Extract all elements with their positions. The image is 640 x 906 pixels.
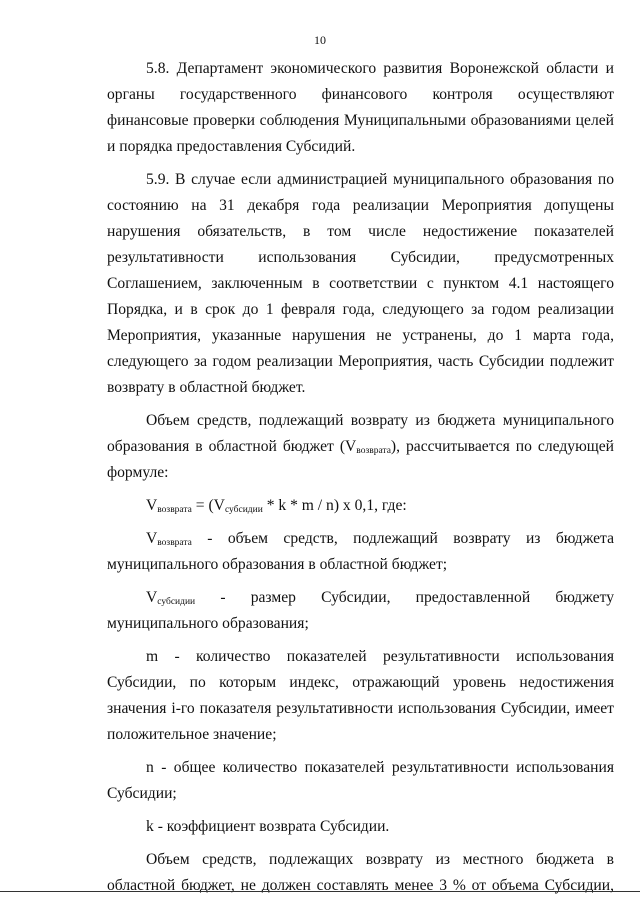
def-vret-word-5: из bbox=[525, 530, 541, 547]
def-vret-continuation: муниципального образования в областной бюджет; bbox=[107, 556, 448, 573]
def-vret-v: V bbox=[146, 530, 158, 547]
formula-v: V bbox=[146, 497, 158, 514]
paragraph-5-8: 5.8. Департамент экономического развития Воронежской области и органы государственного финансового контроля осуществляют финансовые проверки соблюдения Муниципальными образованиями целей и порядка предоставления Субсидий. bbox=[107, 60, 614, 155]
def-vret-word-1: объем bbox=[227, 530, 269, 547]
def-vsub-text: - размер Субсидии, предоставленной бюджету муниципального образования; bbox=[107, 589, 614, 632]
paragraph-volume-formula-intro bbox=[107, 408, 614, 486]
definition-v-subsidy bbox=[107, 585, 614, 637]
def-vret-symbol bbox=[146, 526, 192, 552]
page-number: 10 bbox=[314, 33, 326, 47]
definition-v-return-line bbox=[107, 526, 614, 552]
formula-sub-subsidy: субсидии bbox=[224, 505, 263, 515]
def-vret-word-6: бюджета bbox=[555, 530, 614, 547]
page-bottom-rule bbox=[0, 891, 640, 892]
subscript-return: возврата bbox=[356, 446, 391, 456]
def-vsub-sub: субсидии bbox=[157, 597, 196, 607]
def-vret-sub: возврата bbox=[157, 538, 192, 548]
paragraph-5-9: 5.9. В случае если администрацией муниципального образования по состоянию на 31 декабря года реализации Мероприятия допущены нарушения обязательств, в том числе недостижение показателей результативности использования Субсидии, предусмотренных Соглашением, заключенным в соответствии с пунктом 4.1 настоящего Порядка, и в срок до 1 февраля года, следующего за годом реализации Мероприятия, указанные нарушения не устранены, до 1 марта года, следующего за годом реализации Мероприятия, часть Субсидии подлежит возврату в областной бюджет. bbox=[107, 171, 614, 396]
def-vret-word-0: - bbox=[207, 530, 213, 547]
volume-intro-text: Объем средств, подлежащий возврату из бюджета муниципального образования в областной бюджет (V bbox=[107, 412, 614, 455]
paragraph-volume-limit: Объем средств, подлежащих возврату из местного бюджета в областной бюджет, не должен составлять менее 3 % от объема Субсидии, bbox=[107, 851, 614, 894]
formula-mid: = (V bbox=[191, 497, 225, 514]
definition-k: k - коэффициент возврата Субсидии. bbox=[146, 818, 390, 835]
def-vret-word-4: возврату bbox=[453, 530, 511, 547]
formula bbox=[107, 493, 614, 519]
definition-n: n - общее количество показателей результативности использования Субсидии; bbox=[107, 759, 614, 802]
document-body bbox=[107, 56, 614, 906]
definition-v-return bbox=[107, 526, 614, 578]
def-vret-word-2: средств, bbox=[283, 530, 338, 547]
formula-sub-return: возврата bbox=[157, 505, 192, 515]
formula-rest: * k * m / n) x 0,1, где: bbox=[262, 497, 407, 514]
definition-m: m - количество показателей результативности использования Субсидии, по которым индекс, отражающий уровень недостижения значения i-го показателя результативности использования Субсидии, имеет положительное значение; bbox=[107, 648, 614, 743]
volume-intro-text-end: ), рассчитывается по следующей формуле: bbox=[107, 438, 614, 481]
def-vret-word-3: подлежащий bbox=[353, 530, 438, 547]
def-vsub-v: V bbox=[146, 589, 158, 606]
